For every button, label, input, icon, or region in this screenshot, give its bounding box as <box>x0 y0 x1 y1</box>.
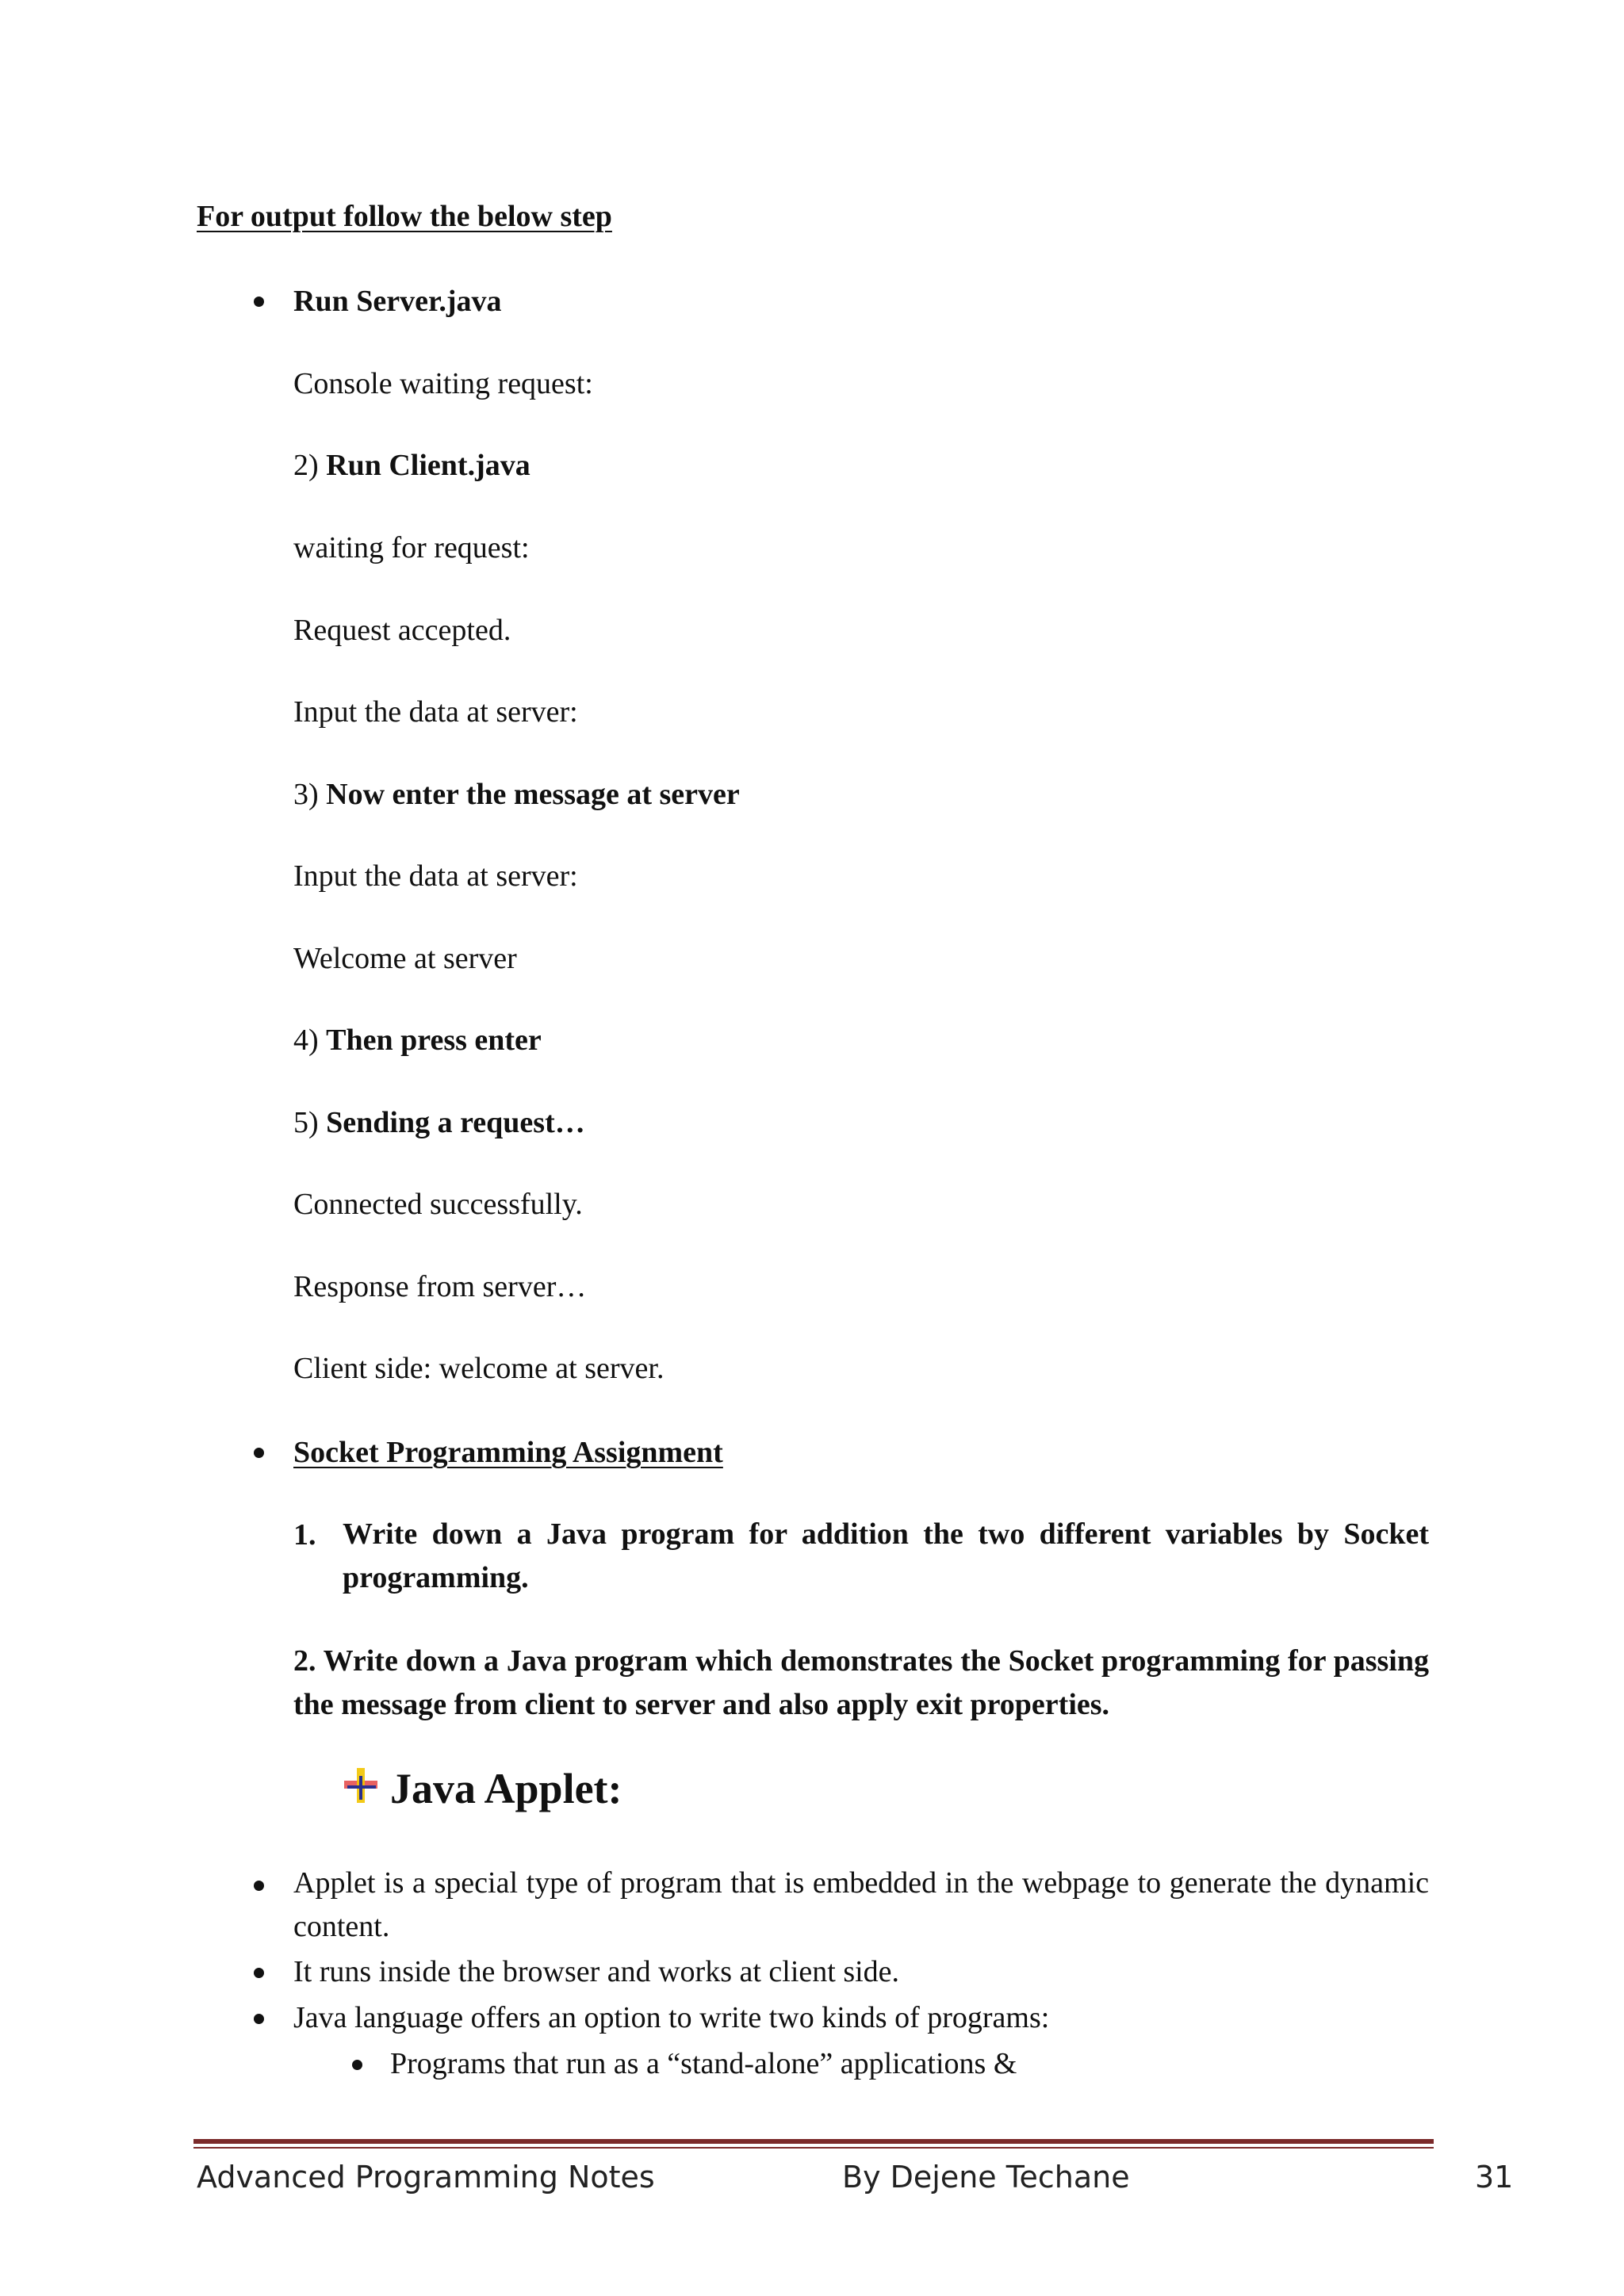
assignment-item-1-number: 1. <box>293 1518 316 1552</box>
step-3-line <box>293 776 740 813</box>
bullet-marker <box>254 2014 264 2024</box>
footer-rule-thin <box>193 2147 1434 2149</box>
accepted-line: Request accepted. <box>293 614 511 647</box>
response-line: Response from server… <box>293 1270 587 1303</box>
client-side-line: Client side: welcome at server. <box>293 1352 665 1385</box>
footer-center: By Dejene Techane <box>842 2160 1130 2195</box>
step-label: Run Client.java <box>326 449 530 482</box>
applet-bullet-3: Java language offers an option to write two kinds of programs: <box>293 2001 1050 2034</box>
applet-bullet-1: Applet is a special type of program that is embedded in the webpage to generate the dynamic content. <box>293 1866 1429 1943</box>
connected-line: Connected successfully. <box>293 1188 583 1221</box>
step-number: 3) <box>293 778 319 811</box>
step-number: 4) <box>293 1024 319 1057</box>
applet-bullet-2: It runs inside the browser and works at client side. <box>293 1955 900 1988</box>
step-label: Then press enter <box>326 1024 542 1057</box>
input-line-2: Input the data at server: <box>293 859 578 893</box>
step-2-line <box>293 447 530 484</box>
input-line-1: Input the data at server: <box>293 695 578 729</box>
console-waiting-line: Console waiting request: <box>293 367 593 400</box>
bullet-marker <box>254 1448 264 1458</box>
applet-heading: Java Applet: <box>390 1765 622 1812</box>
step-number: 2) <box>293 449 319 482</box>
bullet-marker <box>254 1968 264 1978</box>
waiting-line: waiting for request: <box>293 531 530 564</box>
step-5-line <box>293 1104 585 1141</box>
footer-left: Advanced Programming Notes <box>197 2160 655 2195</box>
step-label: Sending a request… <box>326 1106 585 1139</box>
bullet-marker <box>352 2060 362 2070</box>
bullet-marker <box>254 1881 264 1891</box>
welcome-line: Welcome at server <box>293 942 517 975</box>
step-run-server: Run Server.java <box>293 285 502 318</box>
output-heading: For output follow the below step <box>197 200 612 233</box>
step-number: 5) <box>293 1106 319 1139</box>
bullet-marker <box>254 297 264 307</box>
assignment-item-1-text: Write down a Java program for addition the two different variables by Socket programming. <box>343 1517 1429 1594</box>
assignment-item-2-text: 2. Write down a Java program which demonstrates the Socket programming for passing the message from client to server and also apply exit properties. <box>293 1644 1429 1721</box>
footer-rule <box>193 2139 1434 2144</box>
assignment-title: Socket Programming Assignment <box>293 1436 723 1469</box>
step-4-line <box>293 1022 542 1058</box>
step-label: Now enter the message at server <box>326 778 740 811</box>
applet-sub-bullet: Programs that run as a “stand-alone” applications & <box>390 2047 1017 2080</box>
page-number: 31 <box>1475 2160 1514 2195</box>
diamond-bullet-icon <box>341 1766 381 1806</box>
